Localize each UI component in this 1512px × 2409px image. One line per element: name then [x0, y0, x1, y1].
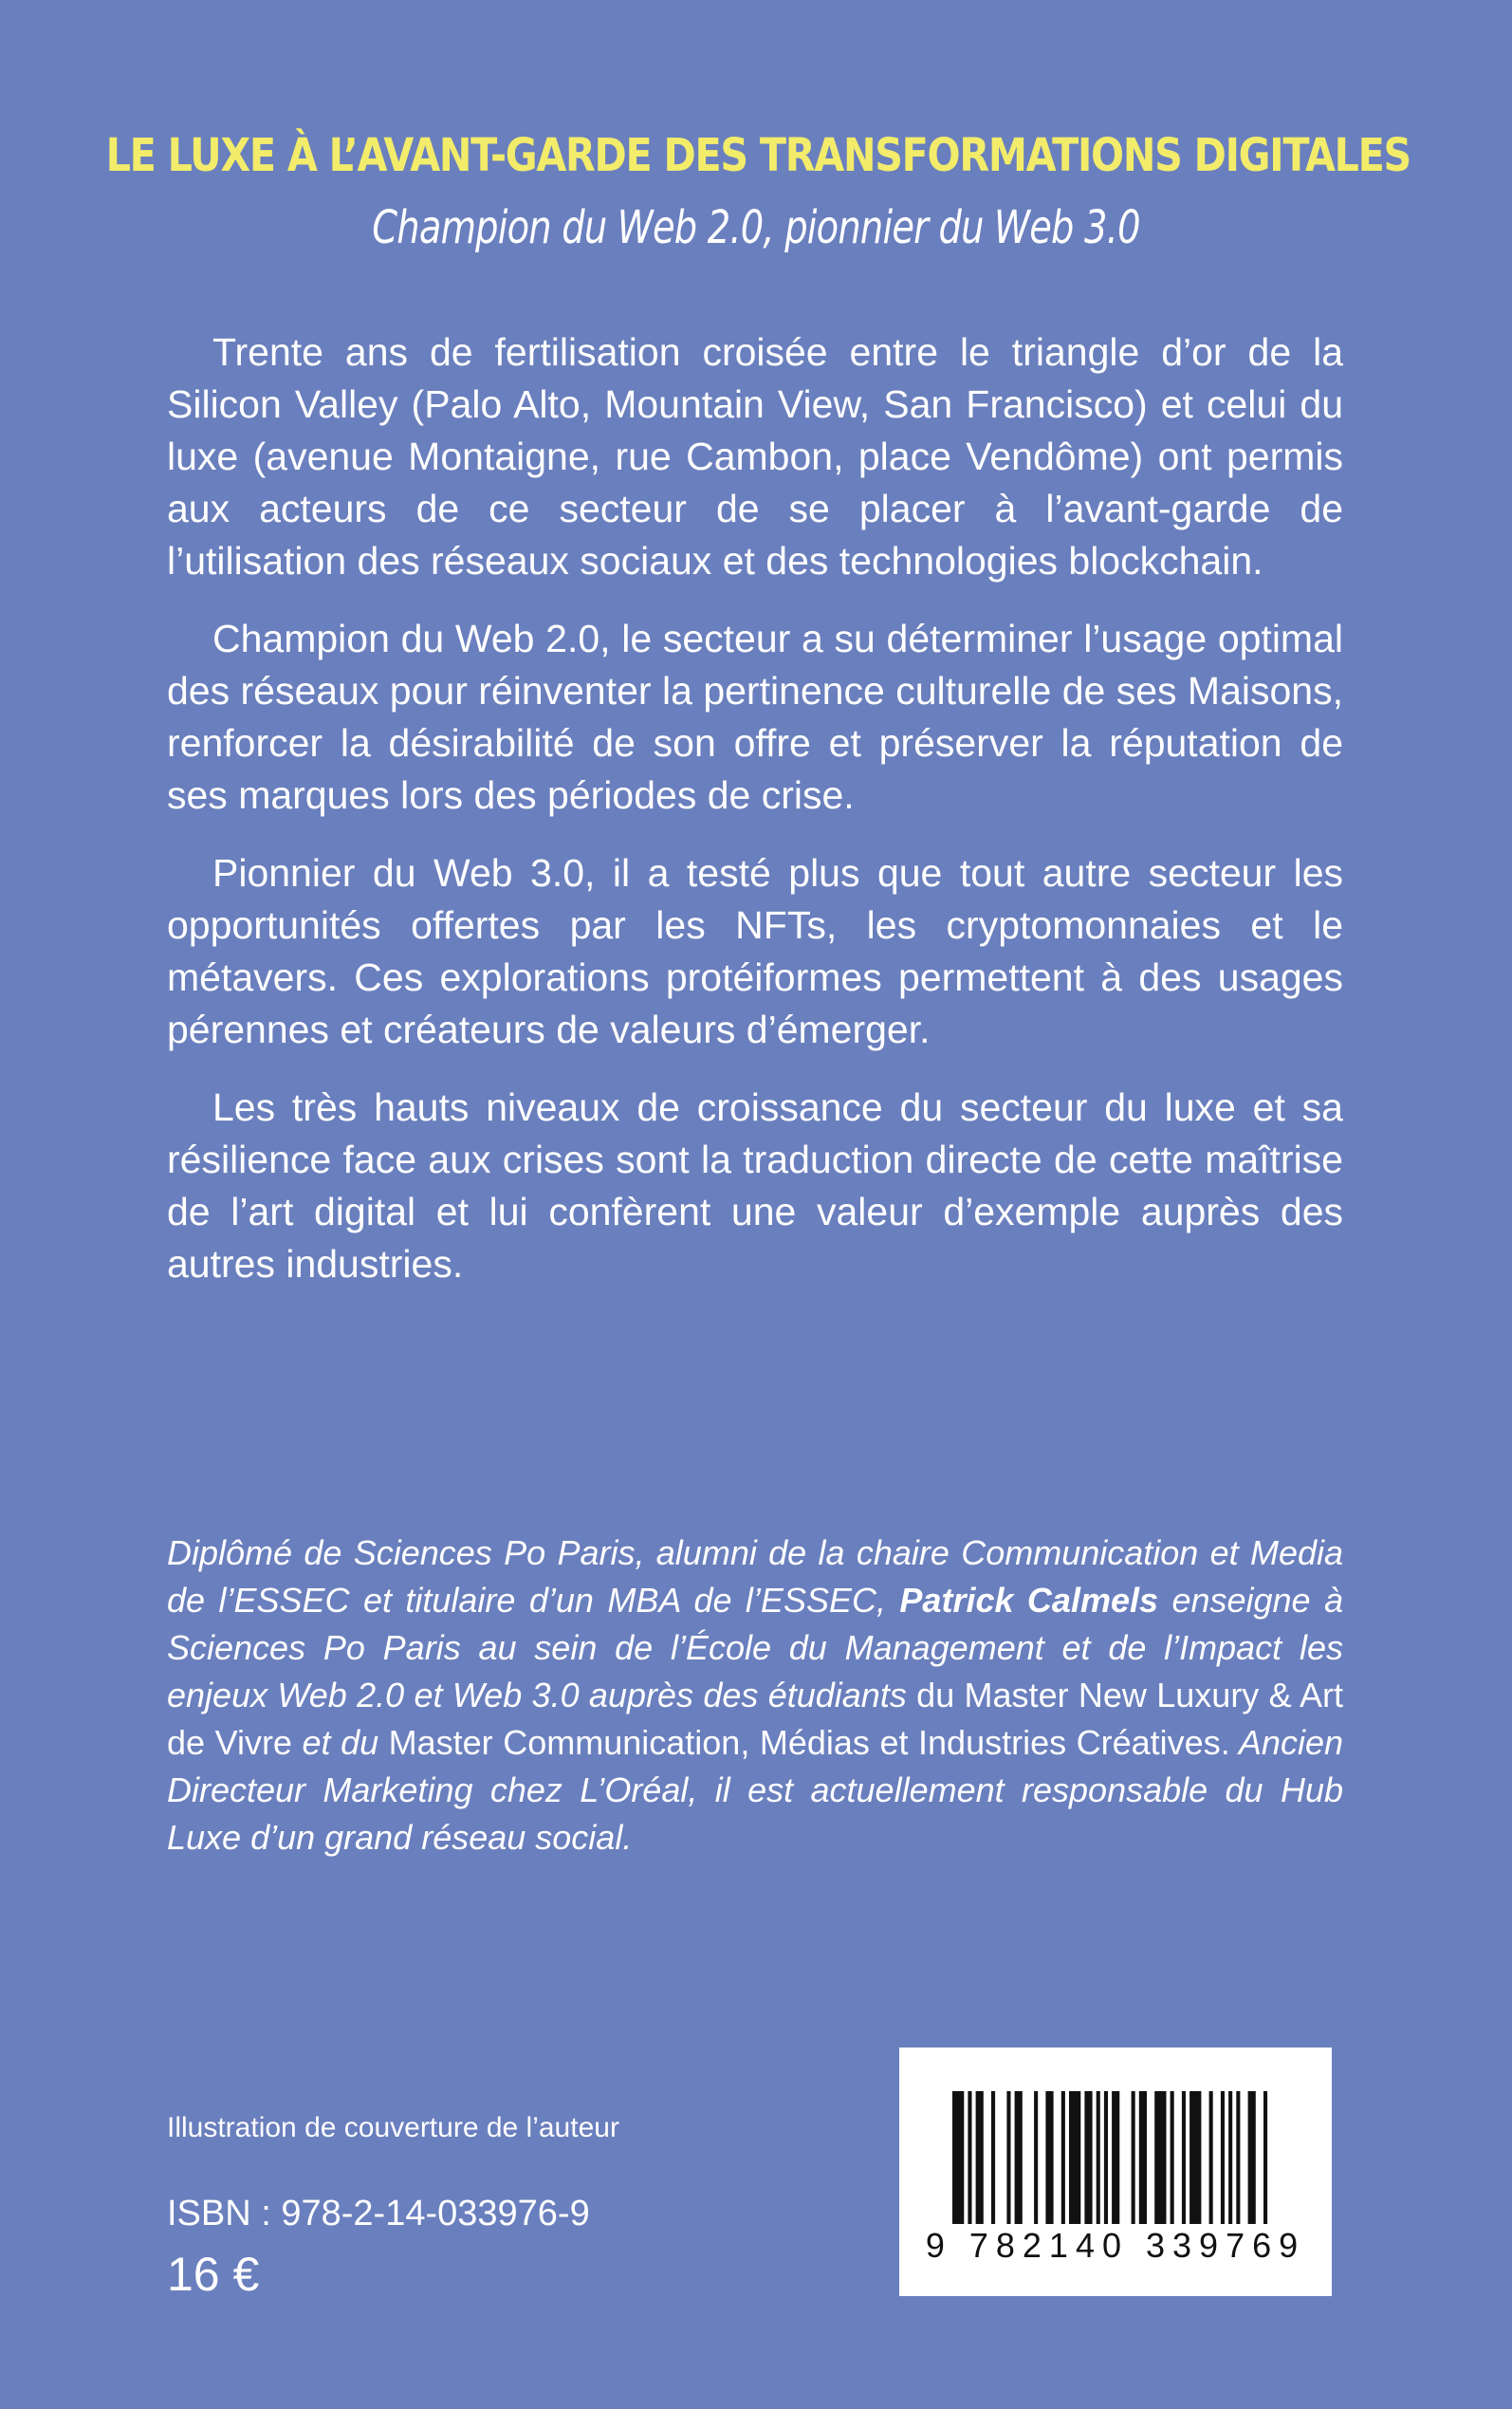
bio-text: du: [916, 1676, 955, 1714]
blurb-paragraph: Trente ans de fertilisation croisée entre le triangle d’or de la Silicon Valley (Palo Alto, Mountain View, San Francisco) et celui du luxe (avenue Montaigne, rue Cambon, place Vendôme) ont permis aux acteurs de ce secteur de se placer à l’avant-garde de l’utilisation des réseaux sociaux et des technologies blockchain.: [167, 330, 1343, 583]
bio-text: Master New Luxury & Art de Vivre: [167, 1676, 1343, 1762]
bio-text: Diplômé de Sciences Po Paris, alumni de la chaire Communication et Media de l’ESSEC et titulaire d’un MBA de l’ESSEC,: [167, 1533, 1343, 1620]
book-title: LE LUXE À L’AVANT-GARDE DES TRANSFORMATIONS DIGITALES: [105, 129, 1411, 182]
author-name: Patrick Calmels: [899, 1581, 1159, 1620]
barcode-bar: [1189, 2091, 1201, 2224]
barcode-bar: [1015, 2091, 1023, 2224]
barcode-bar: [1069, 2091, 1080, 2224]
barcode-bar: [1132, 2091, 1135, 2224]
barcode: [899, 2048, 1332, 2296]
barcode-bar: [1061, 2091, 1065, 2224]
barcode-bar: [976, 2091, 984, 2224]
illustration-credit: Illustration de couverture de l’auteur: [167, 2112, 619, 2143]
barcode-bars: [899, 2048, 1332, 2228]
barcode-bar: [952, 2091, 964, 2224]
barcode-digits: 9 782140 339769: [925, 2226, 1306, 2265]
barcode-bar: [1221, 2091, 1225, 2224]
barcode-bar: [1139, 2091, 1147, 2224]
blurb-paragraph: Les très hauts niveaux de croissance du secteur du luxe et sa résilience face aux crises sont la traduction directe de cette maîtrise de l’art digital et lui confèrent une valeur d’exemple auprès des autres industries.: [167, 1085, 1343, 1286]
book-subtitle: Champion du Web 2.0, pionnier du Web 3.0: [372, 201, 1140, 254]
barcode-bar: [1097, 2091, 1100, 2224]
barcode-bar: [1084, 2091, 1092, 2224]
barcode-bar: [1104, 2091, 1108, 2224]
author-bio: [167, 1529, 1343, 1862]
price: 16 €: [167, 2248, 260, 2301]
barcode-bar: [1154, 2091, 1166, 2224]
bio-text: et du: [302, 1723, 379, 1762]
bio-text: enseigne à Sciences Po Paris au sein de l’École du Management et de l’Impact les enjeux Web 2.0 et Web 3.0 auprès des étudiants: [167, 1581, 1344, 1714]
barcode-bar: [991, 2091, 995, 2224]
barcode-bar: [1006, 2091, 1010, 2224]
barcode-bar: [1171, 2091, 1174, 2224]
isbn: ISBN : 978-2-14-033976-9: [167, 2194, 590, 2233]
bio-text: Ancien Directeur Marketing chez L’Oréal, il est actuellement responsable du Hub Luxe d’un grand réseau social.: [167, 1723, 1343, 1857]
barcode-bar: [968, 2091, 971, 2224]
barcode-bar: [1236, 2091, 1240, 2224]
barcode-bar: [1182, 2091, 1186, 2224]
barcode-bar: [1228, 2091, 1232, 2224]
barcode-bar: [1034, 2091, 1038, 2224]
bio-text: Master Communication, Médias et Industries Créatives.: [378, 1723, 1230, 1762]
barcode-bar: [1112, 2091, 1119, 2224]
blurb-paragraph: Champion du Web 2.0, le secteur a su déterminer l’usage optimal des réseaux pour réinventer la pertinence culturelle de ses Maisons, renforcer la désirabilité de son offre et préserver la réputation de ses marques lors des périodes de crise.: [167, 617, 1343, 817]
blurb: [167, 326, 1343, 1316]
barcode-bar: [1045, 2091, 1053, 2224]
barcode-bar: [1209, 2091, 1213, 2224]
barcode-bar: [1248, 2091, 1256, 2224]
blurb-paragraph: Pionnier du Web 3.0, il a testé plus que tout autre secteur les opportunités offertes par les NFTs, les cryptomonnaies et le métavers. Ces explorations protéiformes permettent à des usages pérennes et créateurs de valeurs d’émerger.: [167, 851, 1343, 1051]
barcode-bar: [1263, 2091, 1267, 2224]
